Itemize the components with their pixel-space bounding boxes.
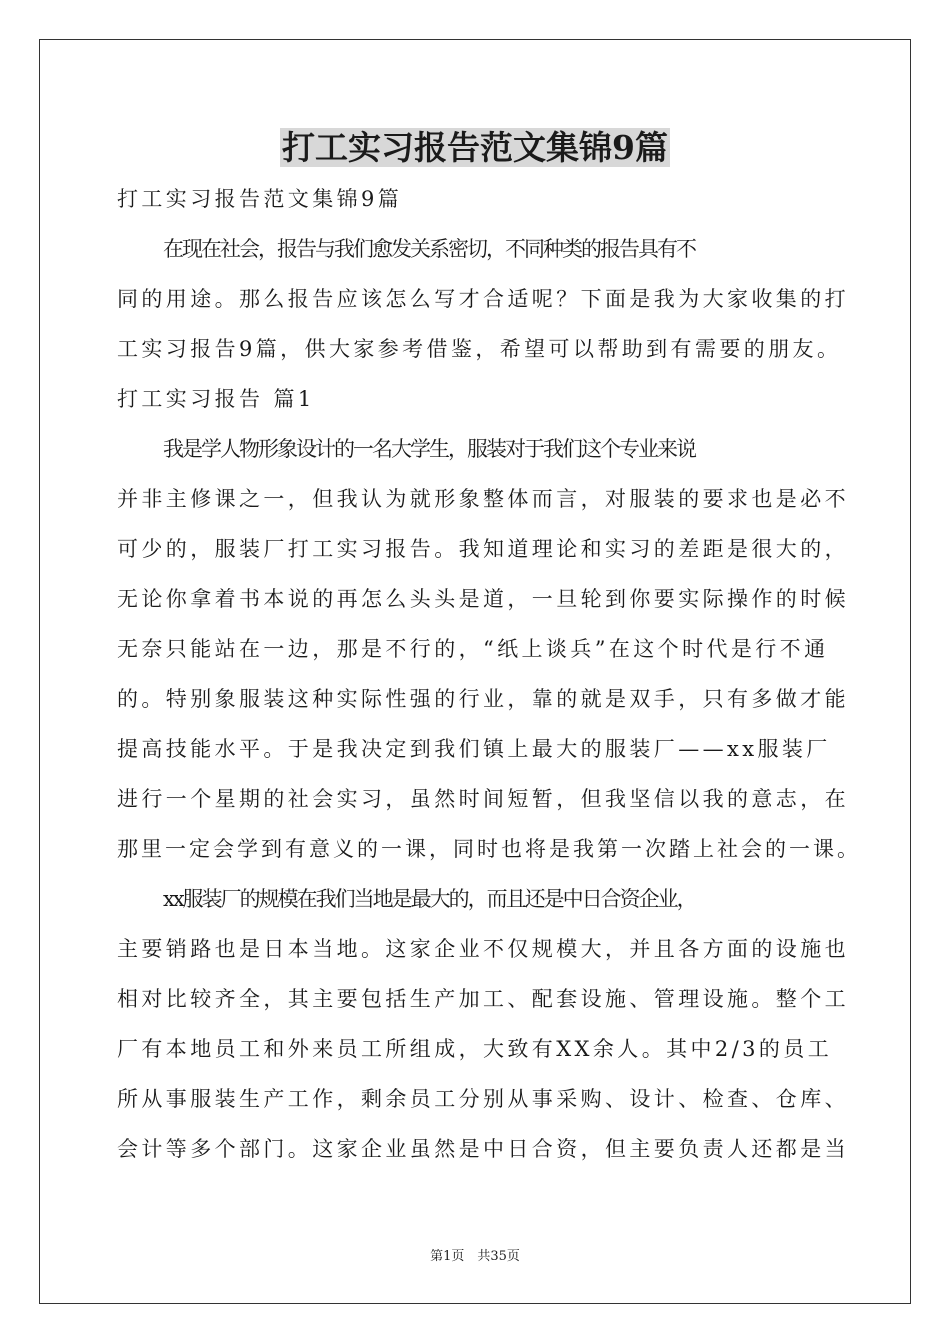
page-footer: 第1页 共35页 (430, 1249, 520, 1264)
body-line-6: 并非主修课之一，但我认为就形象整体而言，对服装的要求也是必不 (117, 487, 849, 511)
body-line-18: 所从事服装生产工作，剩余员工分别从事采购、设计、检查、仓库、 (117, 1087, 849, 1111)
body-line-11: 提高技能水平。于是我决定到我们镇上最大的服装厂——xx服装厂 (117, 737, 831, 761)
body-line-10: 的。特别象服装这种实际性强的行业，靠的就是双手，只有多做才能 (117, 687, 849, 711)
page-border (39, 39, 911, 1304)
body-line-5: 我是学人物形象设计的一名大学生，服装对于我们这个专业来说 (163, 437, 695, 461)
body-line-19: 会计等多个部门。这家企业虽然是中日合资，但主要负责人还都是当 (117, 1137, 849, 1161)
section-heading: 打工实习报告 篇1 (117, 387, 315, 411)
body-line-9: 无奈只能站在一边，那是不行的，“纸上谈兵”在这个时代是行不通 (117, 637, 829, 661)
body-line-2: 同的用途。那么报告应该怎么写才合适呢？下面是我为大家收集的打 (117, 287, 849, 311)
subtitle-line: 打工实习报告范文集锦9篇 (117, 187, 403, 211)
body-line-16: 相对比较齐全，其主要包括生产加工、配套设施、管理设施。整个工 (117, 987, 849, 1011)
body-line-8: 无论你拿着书本说的再怎么头头是道，一旦轮到你要实际操作的时候 (117, 587, 849, 611)
body-line-7: 可少的，服装厂打工实习报告。我知道理论和实习的差距是很大的， (117, 537, 849, 561)
body-line-15: 主要销路也是日本当地。这家企业不仅规模大，并且各方面的设施也 (117, 937, 849, 961)
body-line-13: 那里一定会学到有意义的一课，同时也将是我第一次踏上社会的一课。 (117, 837, 861, 861)
body-line-1: 在现在社会，报告与我们愈发关系密切，不同种类的报告具有不 (163, 237, 695, 261)
document-title (0, 124, 950, 172)
body-line-17: 厂有本地员工和外来员工所组成，大致有XX余人。其中2/3的员工 (117, 1037, 833, 1061)
body-line-3: 工实习报告9篇，供大家参考借鉴，希望可以帮助到有需要的朋友。 (117, 337, 842, 361)
body-line-14: xx服装厂的规模在我们当地是最大的，而且还是中日合资企业， (163, 887, 696, 911)
document-title-text: 打工实习报告范文集锦9篇 (282, 128, 668, 167)
body-line-12: 进行一个星期的社会实习，虽然时间短暂，但我坚信以我的意志，在 (117, 787, 849, 811)
